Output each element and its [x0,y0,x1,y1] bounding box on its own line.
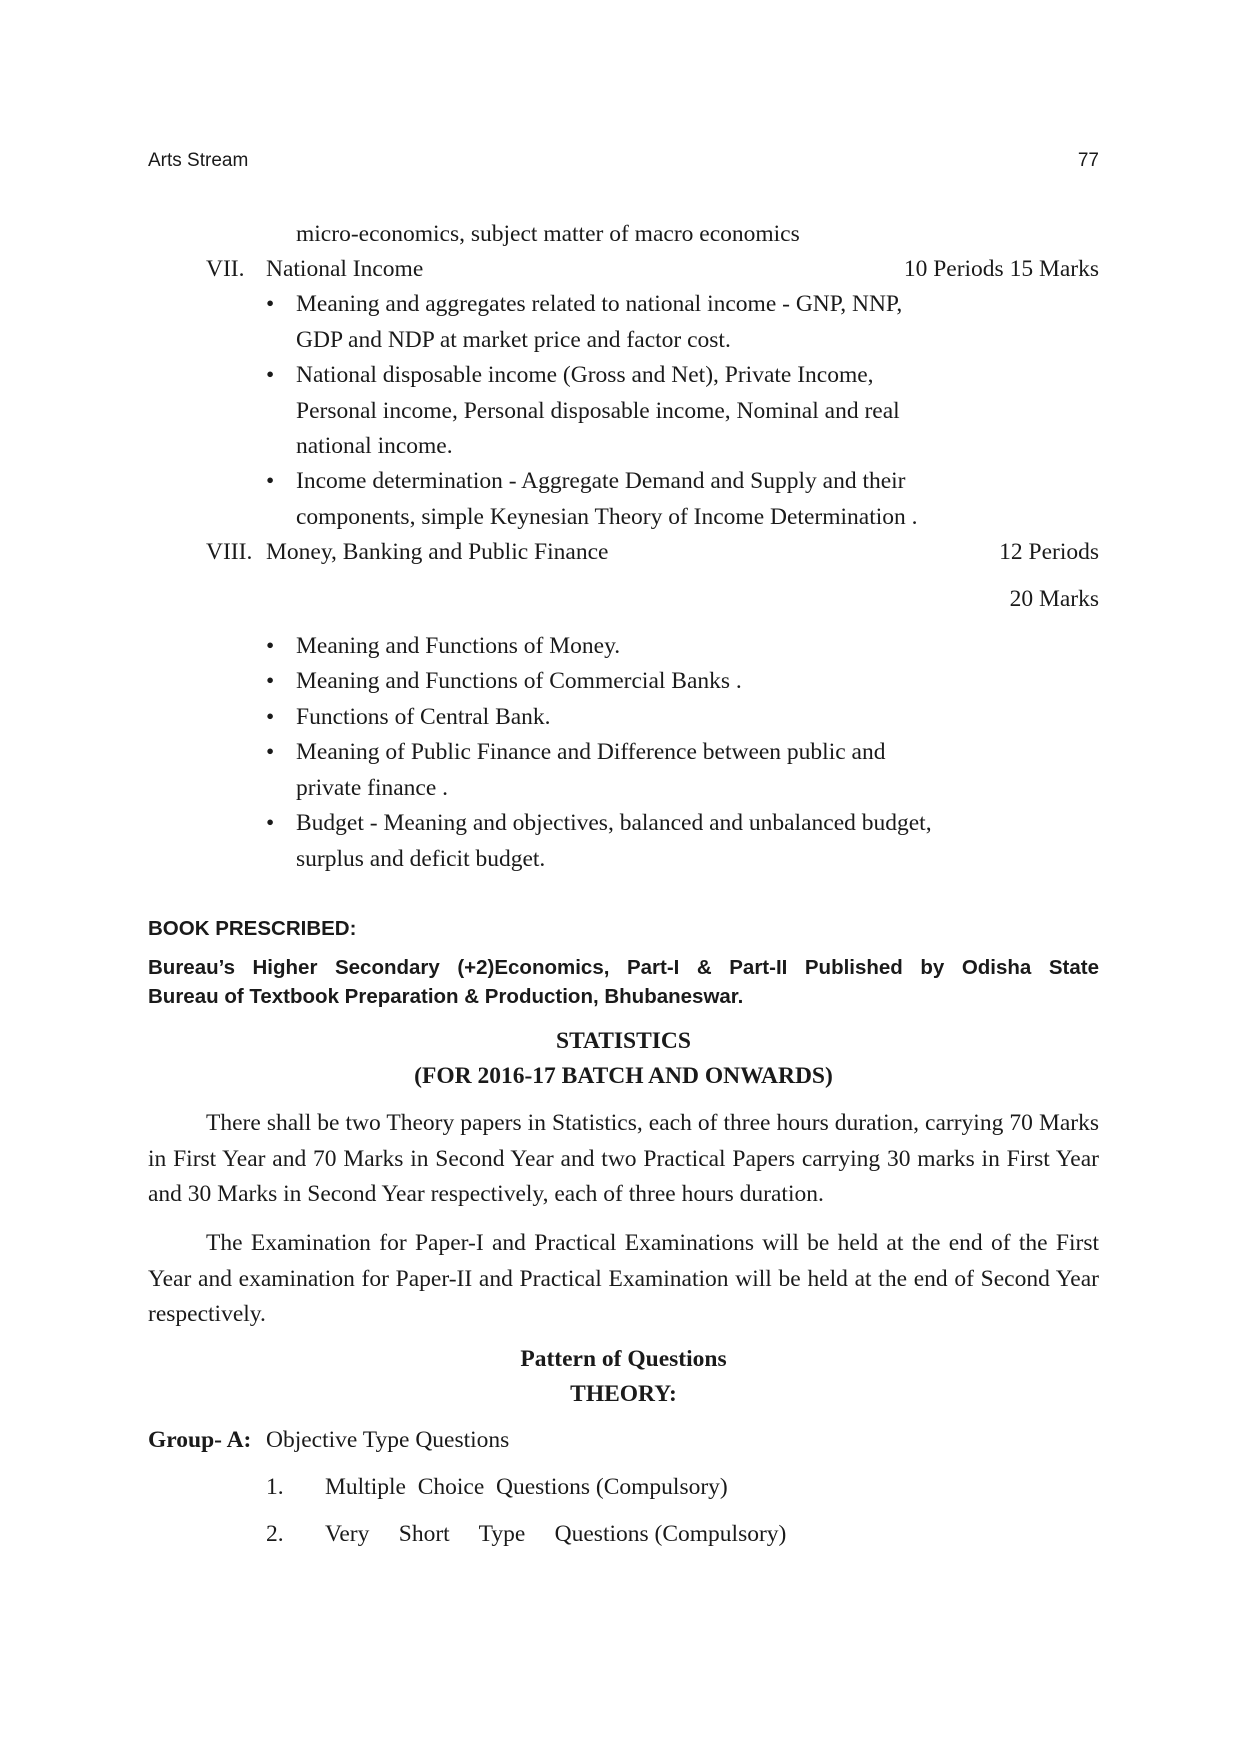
question-number: 2. [266,1521,284,1547]
paragraph-text: The Examination for Paper-I and Practical Examinations will be held at the end of the First Year and examination for Paper-II and Practical Examination will be held at the end of Second Year respectively. [148,1230,1099,1327]
bullet-icon: • [266,739,275,765]
bullet-text: private finance . [296,775,449,801]
bullet-text: national income. [296,433,453,459]
bullet-text: National disposable income (Gross and Net), Private Income, [296,362,874,388]
unit-title: Money, Banking and Public Finance [266,539,609,565]
book-heading: BOOK PRESCRIBED: [148,917,357,940]
section-subtitle: (FOR 2016-17 BATCH AND ONWARDS) [414,1063,833,1089]
book-line-2: Bureau of Textbook Preparation & Production, Bhubaneswar. [148,985,744,1008]
pattern-title: Pattern of Questions [520,1346,727,1372]
paragraph [148,1226,1099,1333]
paragraph [148,1106,1099,1213]
running-header: Arts Stream [148,150,249,171]
question-number: 1. [266,1474,284,1500]
paragraph-text: There shall be two Theory papers in Statistics, each of three hours duration, carrying 70 Marks in First Year and 70 Marks in Second Year and two Practical Papers carrying 30 marks in First Year and 30 Marks in Second Year respectively, each of three hours duration. [148,1110,1099,1207]
unit-numeral: VIII. [206,539,253,565]
bullet-text: Meaning and aggregates related to national income - GNP, NNP, [296,291,903,317]
unit-title: National Income [266,256,424,282]
group-label: Group- A: [148,1427,252,1453]
book-line-1: Bureau’s Higher Secondary (+2)Economics, Part-I & Part-II Published by Odisha State [148,956,1099,979]
unit-allocation: 10 Periods 15 Marks [903,256,1099,282]
bullet-text: components, simple Keynesian Theory of Income Determination . [296,504,918,530]
bullet-text: Income determination - Aggregate Demand and Supply and their [296,468,906,494]
bullet-icon: • [266,704,275,730]
unit-periods: 12 Periods [999,539,1099,565]
bullet-icon: • [266,633,275,659]
question-text: Very Short Type Questions (Compulsory) [325,1521,787,1547]
continuation-line: micro-economics, subject matter of macro economics [296,221,800,247]
bullet-icon: • [266,291,275,317]
bullet-icon: • [266,362,275,388]
unit-marks: 20 Marks [1009,586,1099,612]
group-text: Objective Type Questions [266,1427,510,1453]
bullet-text: Functions of Central Bank. [296,704,551,730]
bullet-icon: • [266,468,275,494]
bullet-text: Budget - Meaning and objectives, balanced and unbalanced budget, [296,810,932,836]
bullet-text: Meaning and Functions of Money. [296,633,621,659]
bullet-icon: • [266,668,275,694]
bullet-text: surplus and deficit budget. [296,846,546,872]
bullet-text: GDP and NDP at market price and factor cost. [296,327,731,353]
page-number: 77 [1077,150,1099,171]
bullet-text: Meaning and Functions of Commercial Banks . [296,668,742,694]
section-title: STATISTICS [556,1028,691,1054]
bullet-text: Meaning of Public Finance and Difference between public and [296,739,886,765]
question-text: Multiple Choice Questions (Compulsory) [325,1474,728,1500]
unit-numeral: VII. [206,256,245,282]
bullet-text: Personal income, Personal disposable income, Nominal and real [296,398,900,424]
pattern-subtitle: THEORY: [570,1381,677,1407]
bullet-icon: • [266,810,275,836]
